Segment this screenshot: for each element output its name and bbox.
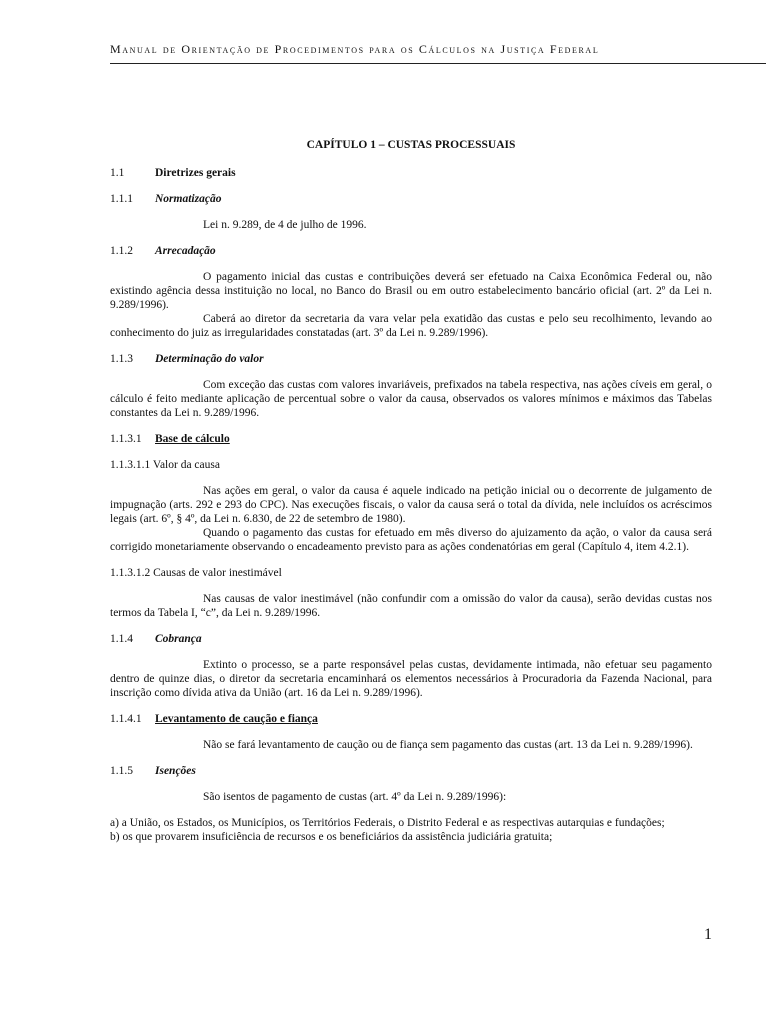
- section-title: Normatização: [155, 193, 222, 205]
- section-title: Levantamento de caução e fiança: [155, 713, 318, 725]
- section-1-1-5: [110, 764, 712, 778]
- section-title: Arrecadação: [155, 245, 216, 257]
- paragraph: Não se fará levantamento de caução ou de fiança sem pagamento das custas (art. 13 da Lei n. 9.289/1996).: [203, 739, 693, 751]
- paragraph: Caberá ao diretor da secretaria da vara velar pela exatidão das custas e pelo seu recolhimento, levando ao conhecimento do juiz as irregularidades constatadas (art. 3º da Lei n. 9.289/1996).: [110, 313, 712, 339]
- section-title: Isenções: [155, 765, 196, 777]
- section-1-1-3-1: [110, 432, 712, 446]
- paragraph: O pagamento inicial das custas e contribuições deverá ser efetuado na Caixa Econômica Federal ou, não existindo agência dessa instituição no local, no Banco do Brasil ou em outro estabelecimento bancário oficial (art. 2º da Lei n. 9.289/1996).: [110, 271, 712, 311]
- section-number: 1.1.4: [110, 633, 133, 645]
- section-number: 1.1.2: [110, 245, 133, 257]
- section-title: Diretrizes gerais: [155, 167, 236, 179]
- subsection-heading: 1.1.3.1.1 Valor da causa: [110, 459, 220, 471]
- section-title: Base de cálculo: [155, 433, 230, 445]
- section-1-1-4: [110, 632, 712, 646]
- paragraph: Quando o pagamento das custas for efetuado em mês diverso do ajuizamento da ação, o valor da causa será corrigido monetariamente observando o encadeamento previsto para as ações condenatórias em geral (Capítulo 4, item 4.2.1).: [110, 527, 712, 553]
- section-1-1-1: [110, 192, 712, 206]
- section-1-1-3: [110, 352, 712, 366]
- paragraph: Extinto o processo, se a parte responsável pelas custas, devidamente intimada, não efetuar seu pagamento dentro de quinze dias, o diretor da secretaria encaminhará os elementos necessários à Procuradoria da Fazenda Nacional, para inscrição como dívida ativa da União (art. 16 da Lei n. 9.289/1996).: [110, 659, 712, 699]
- paragraph: Com exceção das custas com valores invariáveis, prefixados na tabela respectiva, nas ações cíveis em geral, o cálculo é feito mediante aplicação de percentual sobre o valor da causa, observados os valores mínimos e máximos das Tabelas constantes da Lei n. 9.289/1996.: [110, 379, 712, 419]
- section-number: 1.1.3.1: [110, 433, 142, 445]
- page-number: 1: [704, 926, 712, 943]
- chapter-title: CAPÍTULO 1 – CUSTAS PROCESSUAIS: [306, 139, 516, 151]
- subsection-heading: 1.1.3.1.2 Causas de valor inestimável: [110, 567, 282, 579]
- paragraph: Nas causas de valor inestimável (não confundir com a omissão do valor da causa), serão devidas custas nos termos da Tabela I, “c”, da Lei n. 9.289/1996.: [110, 593, 712, 619]
- paragraph: Lei n. 9.289, de 4 de julho de 1996.: [203, 219, 367, 231]
- section-number: 1.1.3: [110, 353, 133, 365]
- list-item: b) os que provarem insuficiência de recursos e os beneficiários da assistência judiciária gratuita;: [110, 831, 553, 843]
- section-1-1: [110, 166, 712, 180]
- section-title: Determinação do valor: [155, 353, 264, 365]
- section-1-1-4-1: [110, 712, 712, 726]
- section-1-1-2: [110, 244, 712, 258]
- header-rule: [110, 63, 766, 64]
- section-number: 1.1.4.1: [110, 713, 142, 725]
- paragraph: Nas ações em geral, o valor da causa é aquele indicado na petição inicial ou o decorrente de julgamento de impugnação (arts. 292 e 293 do CPC). Nas execuções fiscais, o valor da causa será o total da dívida, nele incluídos os acréscimos legais (art. 6º, § 4º, da Lei n. 6.830, de 22 de setembro de 1980).: [110, 485, 712, 525]
- running-header: Manual de Orientação de Procedimentos para os Cálculos na Justiça Federal: [110, 42, 600, 56]
- list-item: a) a União, os Estados, os Municípios, os Territórios Federais, o Distrito Federal e as respectivas autarquias e fundações;: [110, 817, 665, 829]
- paragraph: São isentos de pagamento de custas (art. 4º da Lei n. 9.289/1996):: [203, 791, 507, 803]
- document-body: [110, 138, 712, 844]
- section-number: 1.1.1: [110, 193, 133, 205]
- section-number: 1.1.5: [110, 765, 133, 777]
- section-number: 1.1: [110, 167, 125, 179]
- section-title: Cobrança: [155, 633, 202, 645]
